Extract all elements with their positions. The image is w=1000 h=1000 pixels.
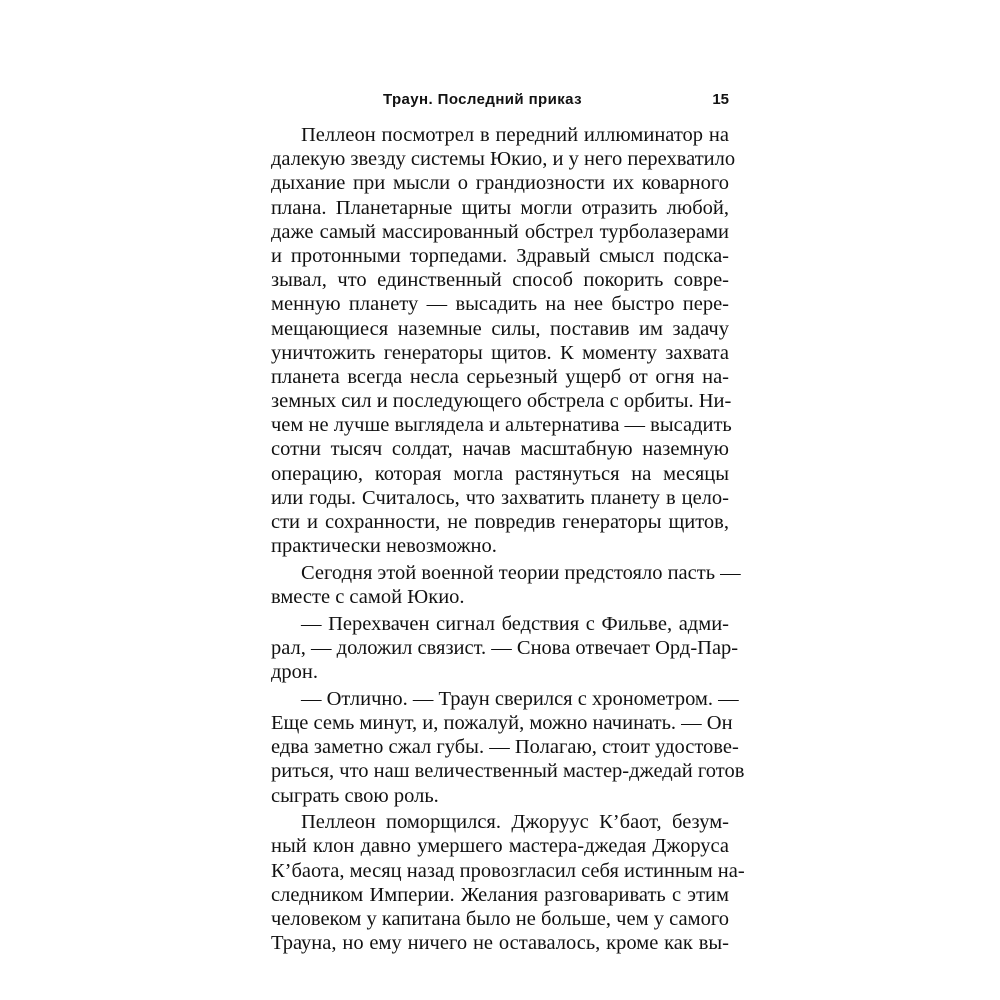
- text-line: плана. Планетарные щиты могли отразить любой,: [271, 196, 729, 219]
- text-line: Трауна, но ему ничего не оставалось, кроме как вы-: [271, 932, 729, 955]
- body-text: [271, 123, 745, 955]
- paragraph: [271, 123, 736, 558]
- text-line: риться, что наш величественный мастер-джедай готов: [271, 760, 745, 783]
- text-line: дрон.: [271, 661, 319, 684]
- text-line: и протонными торпедами. Здравый смысл подска-: [271, 244, 729, 267]
- text-line: уничтожить генераторы щитов. К моменту захвата: [271, 341, 729, 364]
- text-line: ный клон давно умершего мастера-джедая Джоруса: [271, 835, 729, 858]
- text-line: человеком у капитана было не больше, чем у самого: [271, 908, 729, 930]
- text-line: далекую звезду системы Юкио, и у него перехватило: [271, 148, 736, 171]
- text-line: следником Империи. Желания разговаривать с этим: [271, 883, 729, 906]
- text-line: чем не лучше выглядела и альтернатива — высадить: [271, 414, 732, 437]
- text-line: зывал, что единственный способ покорить совре-: [271, 269, 729, 292]
- text-line: сыграть свою роль.: [271, 784, 439, 807]
- text-line: Еще семь минут, и, пожалуй, можно начинать. — Он: [271, 712, 733, 734]
- text-line: операцию, которая могла растянуться на месяцы: [271, 462, 729, 485]
- paragraph: [271, 687, 745, 808]
- text-line: сотни тысяч солдат, начав масштабную наземную: [271, 438, 729, 461]
- text-line: рал, — доложил связист. — Снова отвечает Орд-Пар-: [271, 636, 739, 659]
- text-line: — Перехвачен сигнал бедствия с Фильве, адми-: [301, 612, 729, 635]
- text-line: Сегодня этой военной теории предстояло пасть —: [301, 561, 741, 584]
- text-line: планета всегда несла серьезный ущерб от огня на-: [271, 365, 729, 388]
- text-line: практически невозможно.: [271, 535, 497, 558]
- text-line: земных сил и последующего обстрела с орбиты. Ни-: [271, 390, 732, 413]
- text-line: даже самый массированный обстрел турболазерами: [271, 220, 729, 243]
- paragraph: [271, 612, 739, 685]
- text-line: дыхание при мысли о грандиозности их коварного: [271, 172, 729, 195]
- book-title: Траун. Последний приказ: [383, 91, 582, 108]
- text-line: менную планету — высадить на нее быстро пере-: [271, 293, 729, 316]
- running-header: [271, 88, 729, 112]
- text-line: мещающиеся наземные силы, поставив им задачу: [271, 317, 729, 340]
- text-line: Пеллеон посмотрел в передний иллюминатор на: [301, 124, 729, 146]
- text-line: К’баота, месяц назад провозгласил себя истинным на-: [271, 859, 745, 882]
- page-number: 15: [712, 91, 729, 108]
- text-line: Пеллеон поморщился. Джоруус К’баот, безум-: [301, 811, 729, 834]
- text-line: — Отлично. — Траун сверился с хронометром. —: [301, 687, 739, 710]
- text-line: или годы. Считалось, что захватить планету в цело-: [271, 486, 729, 509]
- paragraph: [271, 561, 741, 609]
- text-line: вместе с самой Юкио.: [271, 586, 465, 609]
- paragraph: [271, 810, 745, 955]
- text-line: едва заметно сжал губы. — Полагаю, стоит удостове-: [271, 736, 739, 759]
- text-line: сти и сохранности, не повредив генераторы щитов,: [271, 511, 729, 533]
